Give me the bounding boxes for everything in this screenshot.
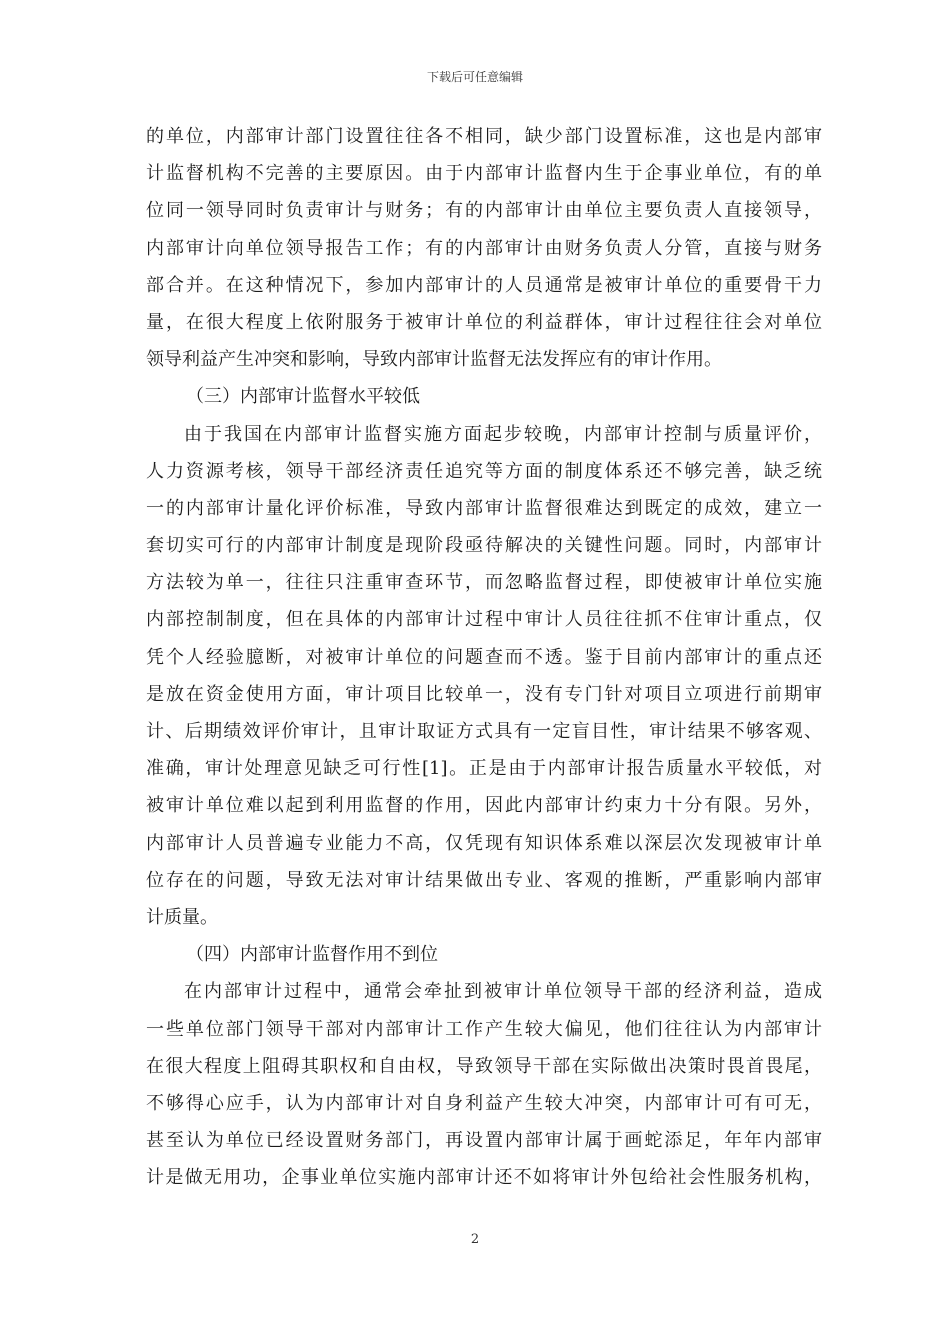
text-line: 内部控制制度，但在具体的内部审计过程中审计人员往往抓不住审计重点，仅 (146, 609, 822, 631)
section-heading-4: （四）内部审计监督作用不到位 (186, 944, 438, 966)
paragraph-1 (146, 118, 822, 378)
text-line: 甚至认为单位已经设置财务部门，再设置内部审计属于画蛇添足，年年内部审 (146, 1130, 822, 1152)
text-line: 计质量。 (146, 906, 218, 928)
text-line: 计是做无用功，企事业单位实施内部审计还不如将审计外包给社会性服务机构， (146, 1167, 822, 1189)
paragraph-2 (146, 416, 822, 937)
section-heading-3: （三）内部审计监督水平较低 (186, 386, 420, 408)
document-body (146, 118, 822, 1196)
text-line: 部合并。在这种情况下，参加内部审计的人员通常是被审计单位的重要骨干力 (146, 274, 822, 296)
text-line: 位存在的问题，导致无法对审计结果做出专业、客观的推断，严重影响内部审 (146, 869, 822, 891)
text-line: 位同一领导同时负责审计与财务；有的内部审计由单位主要负责人直接领导， (146, 200, 822, 222)
text-line: 套切实可行的内部审计制度是现阶段亟待解决的关键性问题。同时，内部审计 (146, 535, 822, 557)
text-line: 在很大程度上阻碍其职权和自由权，导致领导干部在实际做出决策时畏首畏尾， (146, 1055, 822, 1077)
text-line: 一的内部审计量化评价标准，导致内部审计监督很难达到既定的成效，建立一 (146, 497, 822, 519)
text-line: 被审计单位难以起到利用监督的作用，因此内部审计约束力十分有限。另外， (146, 795, 822, 817)
text-line: 不够得心应手，认为内部审计对自身利益产生较大冲突，内部审计可有可无， (146, 1092, 822, 1114)
text-line: 方法较为单一，往往只注重审查环节，而忽略监督过程，即使被审计单位实施 (146, 572, 822, 594)
text-line: 内部审计向单位领导报告工作；有的内部审计由财务负责人分管，直接与财务 (146, 237, 822, 259)
text-line: 在内部审计过程中，通常会牵扯到被审计单位领导干部的经济利益，造成 (184, 981, 822, 1003)
paragraph-3 (146, 973, 822, 1196)
text-line: 内部审计人员普遍专业能力不高，仅凭现有知识体系难以深层次发现被审计单 (146, 832, 822, 854)
text-line: 量，在很大程度上依附服务于被审计单位的利益群体，审计过程往往会对单位 (146, 311, 822, 333)
text-line: 人力资源考核，领导干部经济责任追究等方面的制度体系还不够完善，缺乏统 (146, 460, 822, 482)
text-line: 计、后期绩效评价审计，且审计取证方式具有一定盲目性，审计结果不够客观、 (146, 721, 822, 742)
text-line: 的单位，内部审计部门设置往往各不相同，缺少部门设置标准，这也是内部审 (146, 126, 822, 147)
page-number: 2 (470, 1232, 480, 1247)
text-line: 计监督机构不完善的主要原因。由于内部审计监督内生于企事业单位，有的单 (146, 163, 822, 185)
text-line: 由于我国在内部审计监督实施方面起步较晚，内部审计控制与质量评价， (184, 423, 822, 445)
text-line: 是放在资金使用方面，审计项目比较单一，没有专门针对项目立项进行前期审 (146, 683, 822, 705)
text-line: 领导利益产生冲突和影响，导致内部审计监督无法发挥应有的审计作用。 (146, 349, 722, 371)
text-line: 准确，审计处理意见缺乏可行性[1]。正是由于内部审计报告质量水平较低，对 (146, 758, 822, 780)
text-line: 凭个人经验臆断，对被审计单位的问题查而不透。鉴于目前内部审计的重点还 (146, 646, 822, 668)
text-line: 一些单位部门领导干部对内部审计工作产生较大偏见，他们往往认为内部审计 (146, 1018, 822, 1040)
page-header: 下载后可任意编辑 (426, 70, 523, 84)
